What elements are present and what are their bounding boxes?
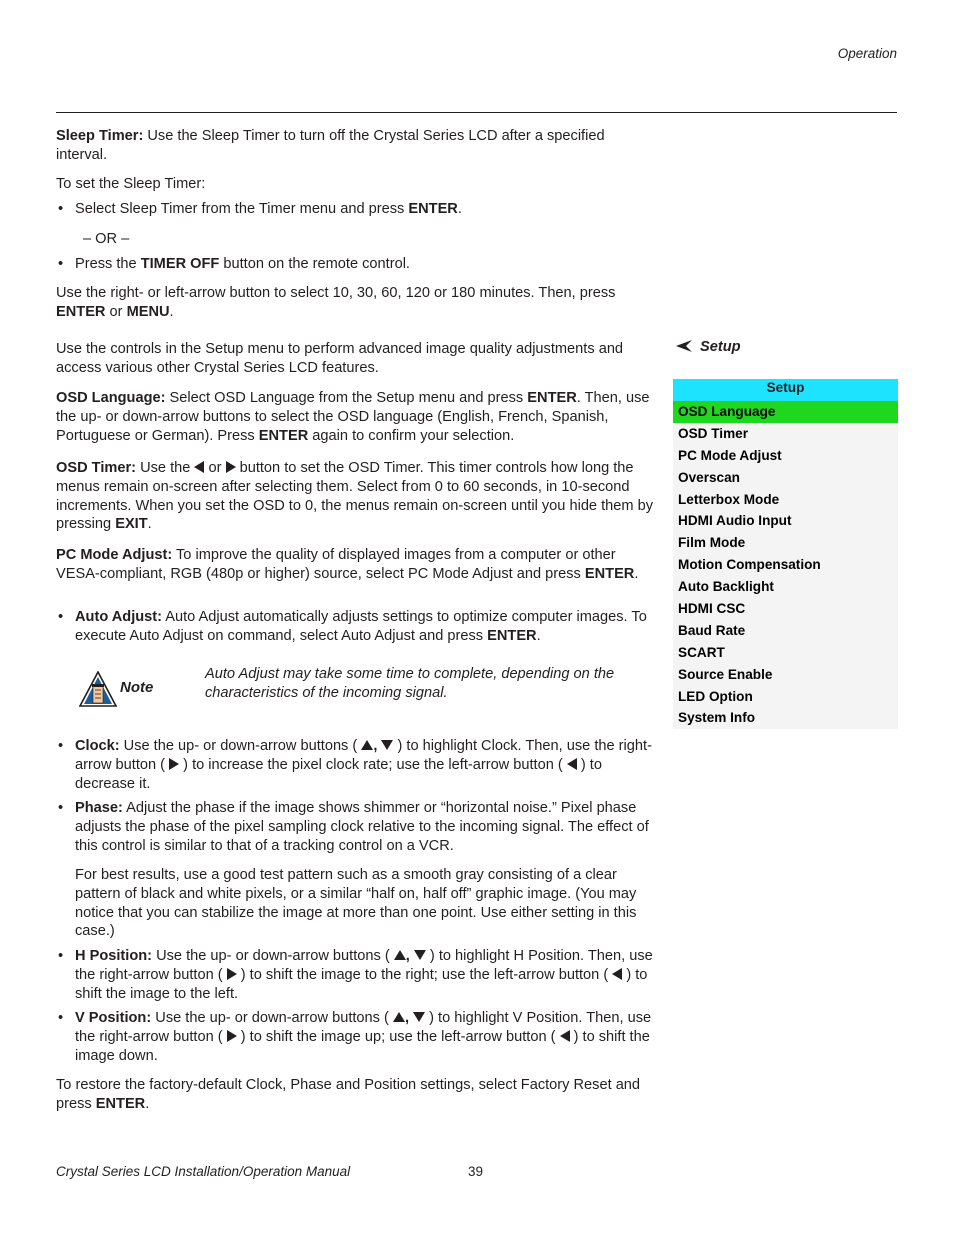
sleep-timer-section — [56, 127, 654, 165]
comma: , — [373, 738, 382, 754]
enter-key: ENTER — [408, 201, 458, 217]
menu-item-baud-rate[interactable]: Baud Rate — [678, 622, 746, 638]
up-arrow-icon — [394, 950, 406, 960]
clock-label: Clock: — [75, 738, 120, 754]
restore-paragraph — [56, 1076, 654, 1114]
comma: , — [405, 948, 414, 964]
phase-extra — [56, 866, 654, 941]
comma: , — [404, 1010, 414, 1026]
menu-item-source-enable[interactable]: Source Enable — [678, 666, 773, 682]
left-arrow-icon — [567, 758, 577, 770]
period: . — [145, 1095, 150, 1112]
setup-side-heading — [676, 339, 741, 355]
phase-label: Phase: — [75, 800, 123, 816]
sleep-timer-label: Sleep Timer: — [56, 128, 144, 144]
menu-item-scart[interactable]: SCART — [678, 644, 725, 660]
menu-item-motion-compensation[interactable]: Motion Compensation — [678, 557, 821, 573]
page-number: 39 — [468, 1164, 484, 1179]
v-position-post: ) to shift the image down. — [75, 1028, 650, 1064]
setup-intro: Use the controls in the Setup menu to perform advanced image quality adjustments and access various other Crystal Series LCD features. — [56, 341, 624, 376]
sleep-bullet-2-pre: Press the — [75, 256, 141, 272]
enter-key: ENTER — [95, 1095, 146, 1112]
phase-extra-text: For best results, use a good test pattern such as a smooth gray consisting of a clear pattern of black and white pixels, or a similar “half on, half off” graphic image. (You may notice that you can stabilize the image at more than one point. Use either setting in this case.) — [75, 867, 637, 940]
menu-item-system-info[interactable]: System Info — [678, 710, 756, 726]
osd-language-mid: . Then, use the up- or down-arrow buttons to select the OSD language (English, French, Spanish, Portuguese or German). Press — [56, 390, 650, 444]
right-arrow-icon — [227, 968, 237, 980]
osd-timer-or: or — [204, 460, 226, 476]
sleep-timer-text: Use the Sleep Timer to turn off the Crystal Series LCD after a specified interval. — [56, 128, 605, 163]
osd-language-label: OSD Language: — [56, 390, 166, 406]
footer-title: Crystal Series LCD Installation/Operation Manual — [56, 1164, 351, 1179]
clock-bullet — [56, 737, 654, 793]
pc-mode-paragraph — [56, 546, 654, 584]
h-position-post: ) to shift the image to the left. — [75, 966, 648, 1002]
h-position-pre: Use the up- or down-arrow buttons ( — [152, 948, 394, 964]
v-position-label: V Position: — [75, 1010, 152, 1026]
restore-text: To restore the factory-default Clock, Phase and Position settings, select Factory Reset and press — [56, 1077, 641, 1112]
right-arrow-icon — [227, 1030, 237, 1042]
osd-language-post: again to confirm your selection. — [308, 427, 515, 444]
right-arrow-icon — [226, 461, 236, 473]
setup-menu-title: Setup — [673, 379, 898, 401]
left-arrow-icon — [560, 1030, 570, 1042]
clock-pre: Use the up- or down-arrow buttons ( — [119, 738, 362, 754]
exit-key: EXIT — [115, 516, 148, 533]
chevron-left-icon — [676, 340, 692, 352]
menu-item-pc-mode-adjust[interactable]: PC Mode Adjust — [678, 447, 782, 463]
header-rule — [56, 112, 897, 113]
menu-item-auto-backlight[interactable]: Auto Backlight — [678, 579, 774, 595]
clock-mid1: ) to highlight Clock. Then, use the right-arrow button ( — [75, 738, 652, 773]
or-separator: – OR – — [83, 231, 130, 247]
menu-item-letterbox-mode[interactable]: Letterbox Mode — [678, 491, 780, 507]
phase-bullet — [56, 799, 654, 855]
osd-timer-post: button to set the OSD Timer. This timer controls how long the menus remain on-screen after selecting them. Select from 0 to 60 seconds, in 10-second increments. When you set the OSD to 0, the menus remain on-screen until you hide them by pressing — [56, 460, 654, 533]
sleep-bullet-1-text: Select Sleep Timer from the Timer menu and press — [75, 201, 409, 217]
v-position-pre: Use the up- or down-arrow buttons ( — [151, 1010, 393, 1026]
pc-mode-label: PC Mode Adjust: — [56, 547, 173, 563]
left-arrow-icon — [194, 461, 204, 473]
setup-heading-text: Setup — [700, 339, 741, 355]
left-arrow-icon — [612, 968, 622, 980]
enter-key: ENTER — [56, 303, 106, 320]
osd-timer-pre: Use the — [136, 460, 195, 476]
menu-item-led-option[interactable]: LED Option — [678, 688, 753, 704]
v-position-bullet — [56, 1009, 654, 1065]
sleep-arrow-paragraph — [56, 284, 654, 322]
sleep-bullet-2-post: button on the remote control. — [219, 256, 410, 272]
h-position-label: H Position: — [75, 948, 153, 964]
h-position-mid1: ) to highlight H Position. Then, use the right-arrow button ( — [75, 948, 653, 983]
phase-text: Adjust the phase if the image shows shimmer or “horizontal noise.” Pixel phase adjusts the phase of the pixel sampling clock relative to the incoming signal. The effect of this control is similar to that of a tracking control on a VCR. — [75, 800, 649, 854]
menu-item-hdmi-csc[interactable]: HDMI CSC — [678, 601, 746, 617]
v-position-mid2: ) to shift the image up; use the left-arrow button ( — [236, 1028, 560, 1045]
h-position-mid2: ) to shift the image to the right; use the left-arrow button ( — [236, 966, 613, 983]
setup-menu — [673, 379, 898, 729]
enter-key: ENTER — [527, 390, 577, 406]
period: . — [147, 516, 152, 533]
note-icon — [79, 671, 117, 707]
timer-off-key: TIMER OFF — [140, 256, 220, 272]
menu-key: MENU — [126, 303, 170, 320]
period: . — [536, 627, 541, 644]
osd-timer-label: OSD Timer: — [56, 460, 137, 476]
pc-mode-text: To improve the quality of displayed images from a computer or other VESA-compliant, RGB (480p or higher) source, select PC Mode Adjust and press — [56, 547, 616, 582]
sleep-set-intro: To set the Sleep Timer: — [56, 176, 206, 192]
right-arrow-icon — [169, 758, 179, 770]
period: . — [634, 565, 639, 582]
up-arrow-icon — [361, 740, 373, 750]
up-arrow-icon — [393, 1012, 405, 1022]
enter-key: ENTER — [258, 427, 309, 444]
v-position-mid1: ) to highlight V Position. Then, use the right-arrow button ( — [75, 1010, 652, 1045]
down-arrow-icon — [381, 740, 393, 750]
h-position-bullet — [56, 947, 654, 1003]
menu-item-overscan[interactable]: Overscan — [678, 469, 740, 485]
auto-adjust-text: Auto Adjust automatically adjusts settings to optimize computer images. To execute Auto Adjust on command, select Auto Adjust and press — [75, 609, 647, 644]
clock-mid2: ) to increase the pixel clock rate; use the left-arrow button ( — [179, 756, 567, 773]
sleep-arrow-text: Use the right- or left-arrow button to select 10, 30, 60, 120 or 180 minutes. Then, press — [56, 285, 616, 301]
osd-language-pre: Select OSD Language from the Setup menu and press — [165, 390, 528, 406]
down-arrow-icon — [414, 950, 426, 960]
sleep-bullet-1 — [56, 200, 654, 219]
down-arrow-icon — [413, 1012, 425, 1022]
menu-item-hdmi-audio-input[interactable]: HDMI Audio Input — [678, 513, 792, 529]
auto-adjust-bullet — [56, 608, 654, 646]
running-header: Operation — [837, 46, 897, 61]
auto-adjust-label: Auto Adjust: — [75, 609, 162, 625]
note-text: Auto Adjust may take some time to complete, depending on the characteristics of the incoming signal. — [205, 666, 615, 701]
sleep-bullet-2 — [56, 255, 654, 274]
period: . — [169, 303, 174, 320]
period: . — [457, 201, 462, 217]
osd-language-paragraph — [56, 389, 654, 445]
enter-key: ENTER — [584, 565, 635, 582]
clock-post: ) to decrease it. — [75, 756, 602, 792]
menu-item-film-mode[interactable]: Film Mode — [678, 535, 746, 551]
note-label: Note — [120, 679, 154, 696]
menu-item-osd-timer[interactable]: OSD Timer — [678, 425, 749, 441]
enter-key: ENTER — [487, 627, 537, 644]
menu-item-osd-language[interactable]: OSD Language — [673, 401, 898, 423]
or-word: or — [105, 303, 127, 320]
osd-timer-paragraph — [56, 459, 654, 534]
